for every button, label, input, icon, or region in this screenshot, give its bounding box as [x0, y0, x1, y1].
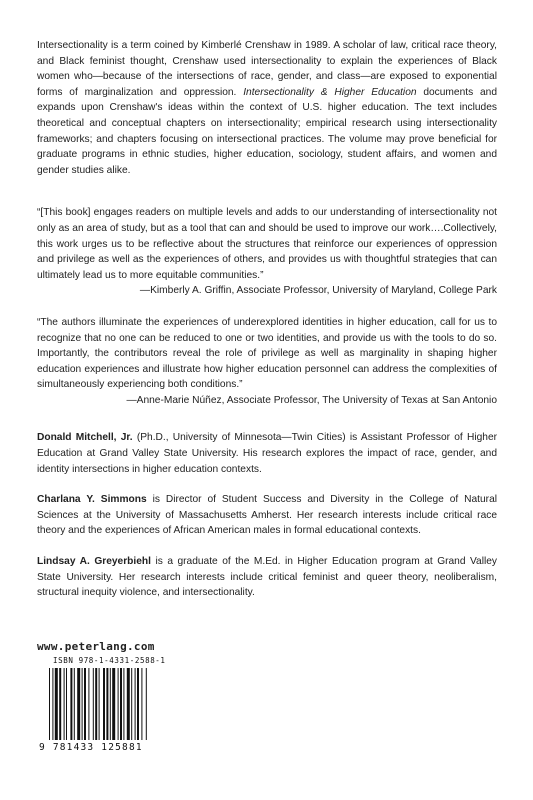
barcode-bar [118, 668, 119, 740]
barcode-bar [93, 668, 94, 740]
barcode-bar [106, 668, 108, 740]
barcode-bar [64, 668, 65, 740]
barcode-bar [135, 668, 136, 740]
isbn-barcode [37, 653, 182, 755]
barcode-bar [131, 668, 132, 740]
barcode-bar [70, 668, 72, 740]
barcode-bar [137, 668, 139, 740]
quote-attribution: —Kimberly A. Griffin, Associate Professor, University of Maryland, College Park [139, 285, 497, 297]
author-bio: Lindsay A. Greyerbiehl is a graduate of the M.Ed. in Higher Education program at Grand Valley State University. Her research interests include critical feminist and queer theory, neoliberalism, structural inequity violence, and intersectionality. [37, 556, 498, 599]
back-cover-text [37, 38, 497, 616]
barcode-bar [66, 668, 67, 740]
barcode-digits: 9 781433 125881 [39, 742, 143, 753]
author-name: Charlana Y. Simmons [37, 494, 147, 506]
barcode-bar [103, 668, 105, 740]
barcode-bar [84, 668, 86, 740]
book-description: Intersectionality is a term coined by Kimberlé Crenshaw in 1989. A scholar of law, critical race theory, and Black feminist thought, Crenshaw used intersectionality to explain the experiences of Black women who—because of the intersections of race, gender, and class—are exposed to exponential forms of marginalization and oppression. Intersectionality & Higher Education documents and expands upon Crenshaw's ideas within the context of U.S. higher education. The text includes theoretical and conceptual chapters on intersectionality; empirical research using intersectionality frameworks; and chapters focusing on intersectional practices. The volume may prove beneficial for graduate programs in ethnic studies, higher education, sociology, student affairs, and women and gender studies alike. [37, 40, 497, 176]
quote-attribution: —Anne-Marie Núñez, Associate Professor, The University of Texas at San Antonio [126, 394, 497, 406]
barcode-bar [141, 668, 142, 740]
publisher-website[interactable]: www.peterlang.com [37, 640, 155, 653]
endorsement-quote: “The authors illuminate the experiences of underexplored identities in higher education, call for us to recognize that no one can be reduced to one or two identities, and provide us with the tools to do so. Importantly, the contributors reveal the role of privilege as well as marginality in shaping higher education experiences and illustrate how higher education personnel can address the complexities of simultaneously experiencing both conditions.” —Anne-Marie Núñez, Associate Professor, The University of Texas at San Antonio [37, 315, 497, 409]
barcode-bar [146, 668, 147, 740]
barcode-bar [77, 668, 80, 740]
barcode-bar [74, 668, 75, 740]
book-title: Intersectionality & Higher Education [243, 86, 417, 98]
barcode-bar [127, 668, 130, 740]
barcode-bar [88, 668, 89, 740]
barcode-bar [52, 668, 53, 740]
barcode-bars [37, 653, 182, 755]
barcode-bar [110, 668, 111, 740]
barcode-bar [123, 668, 124, 740]
barcode-bar [59, 668, 61, 740]
author-bio: Donald Mitchell, Jr. (Ph.D., University of Minnesota—Twin Cities) is Assistant Professor of Higher Education at Grand Valley State University. His research explores the impact of race, gender, and identity intersections in higher education contexts. [37, 432, 497, 475]
barcode-bar [55, 668, 58, 740]
barcode-bar [49, 668, 50, 740]
barcode-bar [120, 668, 122, 740]
barcode-bar [99, 668, 100, 740]
barcode-bar [82, 668, 83, 740]
isbn-label: ISBN 978-1-4331-2588-1 [53, 656, 166, 665]
endorsement-quote: “[This book] engages readers on multiple levels and adds to our understanding of intersectionality not only as an area of study, but as a tool that can and should be used to improve our work….Collectively, this work urges us to be reflective about the structures that reinforce our experiences of oppression and privilege as well as the experiences of others, and provides us with thoughtful strategies that can ultimately lead us to more equitable communities.” —Kimberly A. Griffin, Associate Professor, University of Maryland, College Park [37, 205, 497, 299]
barcode-bar [95, 668, 97, 740]
author-name: Donald Mitchell, Jr. [37, 432, 133, 444]
barcode-bar [112, 668, 115, 740]
author-bio: Charlana Y. Simmons is Director of Student Success and Diversity in the College of Natural Sciences at the University of Massachusetts Amherst. Her research interests include critical race theory and the experiences of African American males in formal educational contexts. [37, 494, 497, 537]
author-name: Lindsay A. Greyerbiehl [37, 556, 151, 568]
